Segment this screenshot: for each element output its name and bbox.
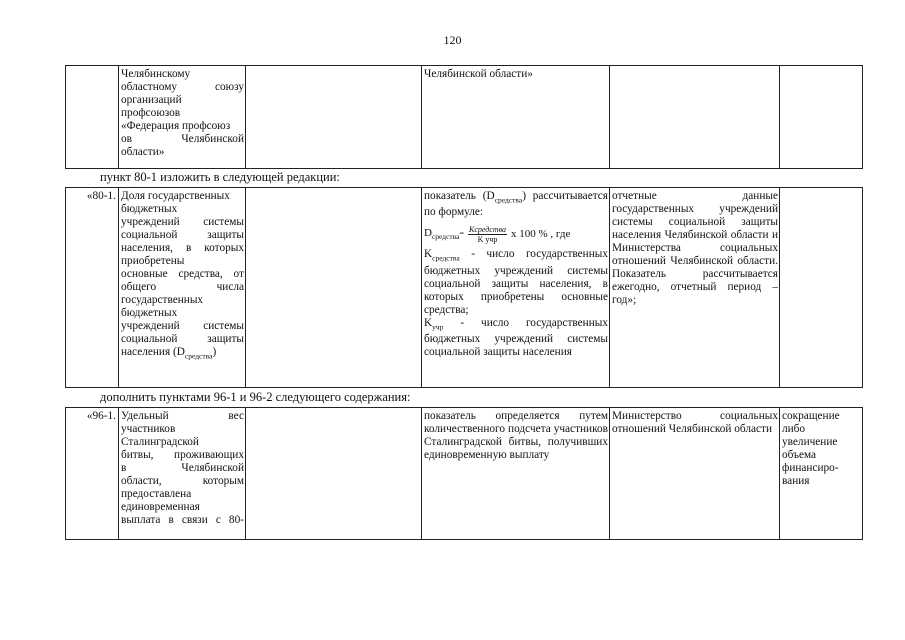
name-last-sub: средства — [184, 351, 213, 361]
text-line: областному союзу — [121, 81, 244, 93]
table-row — [66, 66, 863, 169]
cell-empty — [246, 188, 422, 388]
text-line: организаций — [121, 94, 182, 106]
cell-source: отчетные данные государственных учреждений системы социальной защиты населения Челябинской области и Министерства социальных отношений Челябинской области. Показатель рассчитывается ежегодно, отчетный период – год»; — [610, 188, 780, 388]
k1-text: - число государственных бюджетных учреждений системы социальной защиты населения, в которых приобретены основные средства; — [424, 248, 609, 316]
text-line: бюджетных — [121, 203, 178, 215]
method-intro-close: ) рассчитывается по формуле: — [424, 190, 608, 219]
text-line: Челябинскому — [121, 68, 191, 80]
text-line: единовременная — [121, 501, 200, 513]
formula-eq: = — [459, 228, 464, 238]
text-line: населения, в которых — [121, 242, 244, 254]
name-last-text: населения (D — [121, 346, 185, 358]
text-line: области, которым — [121, 475, 244, 487]
cell-effect — [780, 188, 863, 388]
formula-d: D — [424, 226, 432, 239]
text-line: государственных — [121, 294, 204, 306]
text-line: сокращение — [782, 410, 840, 422]
formula-numerator: Kсредства — [468, 225, 507, 235]
formula-tail: x 100 % , где — [511, 228, 571, 241]
formula-denominator: K учр — [477, 235, 498, 245]
text-line: Доля государственных — [121, 190, 230, 202]
text-line: увеличение — [782, 436, 838, 448]
text-line: Удельный вес — [121, 410, 244, 422]
text-line: основные средства, от — [121, 268, 244, 280]
text-line — [121, 346, 244, 362]
formula-fraction — [468, 225, 507, 244]
cell-method: показатель определяется путем количественного подсчета участников Сталинградской битвы, получивших единовременную выплату — [422, 408, 610, 540]
method-intro-text: показатель (D — [424, 190, 495, 202]
text-line: ов Челябинской — [121, 133, 244, 145]
text-line: «Федерация профсоюз — [121, 120, 231, 132]
cell-method — [422, 188, 610, 388]
text-line: Сталинградской — [121, 436, 199, 448]
cell-source — [610, 66, 780, 169]
text-line: приобретены — [121, 255, 185, 267]
cell-number: «80-1. — [66, 188, 119, 388]
k2-sub: учр — [432, 321, 444, 331]
text-line: учреждений системы — [121, 320, 244, 332]
text-line: в Челябинской — [121, 462, 244, 474]
cell-source: Министерство социальных отношений Челябинской области — [610, 408, 780, 540]
cell-empty — [246, 408, 422, 540]
text-line: области» — [121, 146, 165, 158]
k2-definition — [424, 317, 608, 359]
formula-d-sub: средства — [431, 231, 460, 241]
text-line: объема — [782, 449, 817, 461]
text-line: профсоюзов — [121, 107, 181, 119]
text-line: бюджетных — [121, 307, 178, 319]
text-line: финансиро- — [782, 462, 839, 474]
formula — [424, 225, 608, 244]
cell-empty — [246, 66, 422, 169]
text-line: вания — [782, 475, 810, 487]
method-intro — [424, 190, 608, 219]
name-last-close: ) — [212, 346, 217, 358]
table-fragment-80 — [65, 187, 863, 388]
cell-indicator-name — [119, 66, 246, 169]
cell-effect — [780, 66, 863, 169]
table-fragment-96 — [65, 407, 863, 540]
k1-definition — [424, 248, 608, 316]
k2-text: - число государственных бюджетных учреждений системы социальной защиты населения — [424, 316, 608, 358]
section-heading-80: пункт 80-1 изложить в следующей редакции: — [100, 170, 340, 184]
k1-symbol: K — [424, 248, 433, 261]
text-line: предоставлена — [121, 488, 192, 500]
cell-number — [66, 66, 119, 169]
text-line: учреждений системы — [121, 216, 244, 228]
cell-method: Челябинской области» — [422, 66, 610, 169]
text-line: социальной защиты — [121, 229, 244, 241]
text-line: общего числа — [121, 281, 244, 293]
table-row — [66, 188, 863, 388]
text-line: битвы, проживающих — [121, 449, 244, 461]
text-line: либо — [782, 423, 806, 435]
cell-indicator-name — [119, 188, 246, 388]
k1-sub: средства — [432, 253, 460, 263]
cell-effect — [780, 408, 863, 540]
table-fragment-top — [65, 65, 863, 169]
page-number: 120 — [443, 33, 462, 47]
text-line: участников — [121, 423, 176, 435]
text-line: социальной защиты — [121, 333, 244, 345]
method-intro-sub: средства — [494, 195, 523, 205]
text-line: выплата в связи с 80- — [121, 514, 244, 526]
table-row — [66, 408, 863, 540]
cell-indicator-name — [119, 408, 246, 540]
section-heading-96: дополнить пунктами 96-1 и 96-2 следующего содержания: — [100, 390, 411, 404]
k2-symbol: K — [424, 316, 433, 329]
cell-number: «96-1. — [66, 408, 119, 540]
